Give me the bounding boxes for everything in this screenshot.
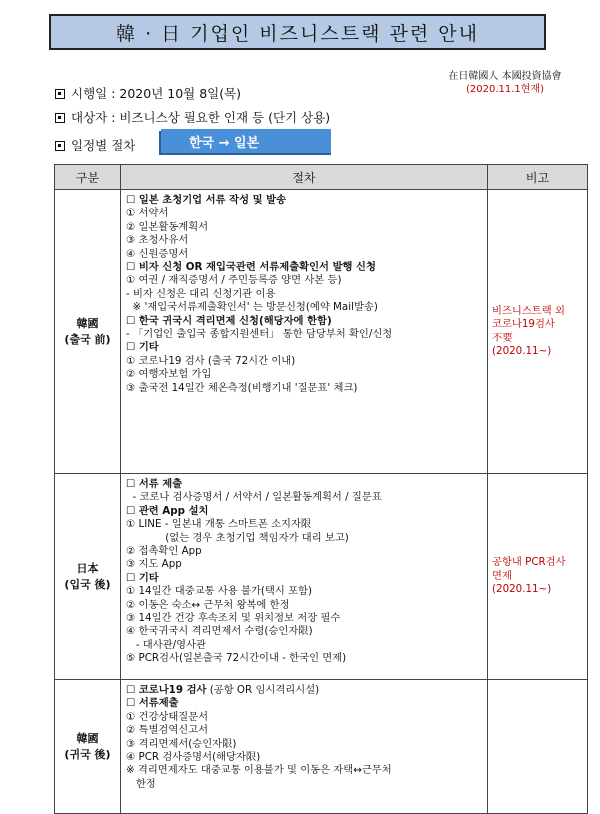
- row-category: [55, 474, 121, 680]
- procedure-item: ① 여권 / 재직증명서 / 주민등록증 양면 사본 등): [126, 274, 342, 287]
- procedure-item: ④ 신원증명서: [126, 247, 189, 260]
- organization-stamp: [430, 70, 580, 96]
- table-header-row: [55, 165, 588, 190]
- heading-text: ☐ 비자 신청 OR 재입국관련 서류제출확인서 발행 신청: [126, 261, 376, 274]
- note-line: 면제: [492, 569, 512, 582]
- procedure-heading: [126, 684, 484, 697]
- category-label: 韓國: [76, 316, 99, 330]
- procedure-table: [54, 164, 588, 814]
- procedure-item: 한정: [126, 777, 156, 790]
- procedure-item: - 대사관/영사관: [126, 638, 206, 651]
- heading-text: ☐ 한국 귀국시 격리면제 신청(해당자에 한함): [126, 314, 332, 327]
- table-row: [55, 474, 588, 680]
- bullet-square-icon: [55, 89, 65, 99]
- schedule-line: [55, 136, 135, 154]
- header-procedure: 절차: [121, 165, 488, 190]
- organization-name: 在日韓國人 本國投資協會: [448, 71, 562, 82]
- procedure-item: ③ 초청사유서: [126, 234, 189, 247]
- date-line: [55, 84, 241, 102]
- category-label: (출국 前): [64, 332, 111, 346]
- schedule-label: 일정별 절차: [71, 138, 136, 153]
- row-procedure: [121, 680, 488, 814]
- procedure-heading: [126, 505, 484, 518]
- date-label: 시행일 : 2020년 10월 8일(목): [71, 86, 242, 101]
- procedure-item: ② 특별검역신고서: [126, 724, 209, 737]
- note-line: 비즈니스트랙 외: [492, 304, 565, 317]
- procedure-item: ④ 한국귀국시 격리면제서 수령(승인자限): [126, 625, 313, 638]
- procedure-heading: [126, 261, 484, 274]
- bullet-square-icon: [55, 141, 65, 151]
- row-category: [55, 680, 121, 814]
- procedure-item: ② 여행자보험 가입: [126, 368, 212, 381]
- category-label: (입국 後): [64, 577, 111, 591]
- procedure-item: ① 코로나19 검사 (출국 72시간 이내): [126, 354, 296, 367]
- table-row: [55, 680, 588, 814]
- heading-text: ☐ 기타: [126, 341, 159, 354]
- procedure-item: ④ PCR 검사증명서(해당자限): [126, 751, 261, 764]
- category-label: (귀국 後): [64, 747, 111, 761]
- route-badge-label: 한국 → 일본: [189, 135, 260, 151]
- heading-text: ☐ 기타: [126, 571, 159, 584]
- procedure-item: ① 14일간 대중교통 사용 불가(택시 포함): [126, 585, 312, 598]
- procedure-item: ① LINE - 일본내 개통 스마트폰 소지자限: [126, 518, 312, 531]
- procedure-item: ③ 14일간 건강 후속조치 및 위치정보 저장 필수: [126, 612, 341, 625]
- heading-text: ☐ 관련 App 설치: [126, 504, 209, 517]
- procedure-heading: [126, 341, 484, 354]
- row-note: [488, 680, 588, 814]
- procedure-item: - 「기업인 출입국 종합지원센터」 통한 담당부처 확인/신청: [126, 328, 393, 341]
- note-line: (2020.11~): [492, 344, 552, 357]
- target-label: 대상자 : 비즈니스상 필요한 인재 등 (단기 상용): [71, 110, 331, 125]
- procedure-heading: [126, 194, 484, 207]
- procedure-item: ③ 지도 App: [126, 558, 182, 571]
- procedure-item: - 코로나 검사증명서 / 서약서 / 일본활동계획서 / 질문표: [126, 491, 382, 504]
- procedure-item: ※ '재입국서류제출확인서' 는 방문신청(예약 Mail발송): [126, 301, 378, 314]
- procedure-item: ③ 격리면제서(승인자限): [126, 737, 237, 750]
- bullet-square-icon: [55, 113, 65, 123]
- row-note: [488, 190, 588, 474]
- note-line: 코로나19검사: [492, 318, 555, 331]
- note-line: 공항내 PCR검사: [492, 556, 566, 569]
- procedure-item: ① 건강상태질문서: [126, 710, 209, 723]
- procedure-heading: [126, 697, 484, 710]
- header-category: 구분: [55, 165, 121, 190]
- heading-text: ☐ 코로나19 검사: [126, 684, 207, 696]
- procedure-heading: [126, 478, 484, 491]
- table-row: [55, 190, 588, 474]
- row-note: [488, 474, 588, 680]
- heading-text: ☐ 일본 초청기업 서류 작성 및 발송: [126, 194, 287, 206]
- procedure-heading: [126, 315, 484, 328]
- row-procedure: [121, 474, 488, 680]
- heading-note: (공항 OR 임시격리시설): [206, 684, 320, 696]
- organization-date: (2020.11.1현재): [465, 84, 545, 95]
- procedure-item: ① 서약서: [126, 207, 169, 220]
- note-line: 不要: [492, 331, 513, 344]
- row-category: [55, 190, 121, 474]
- procedure-item: - 비자 신청은 대리 신청기관 이용: [126, 287, 276, 300]
- category-label: 日本: [76, 561, 99, 575]
- procedure-item: ③ 출국전 14일간 체온측정(비행기내 '질문표' 체크): [126, 381, 358, 394]
- heading-text: ☐ 서류 제출: [126, 478, 183, 490]
- note-line: (2020.11~): [492, 583, 552, 596]
- procedure-item: ② 이동은 숙소↔ 근무처 왕복에 한정: [126, 598, 290, 611]
- category-label: 韓國: [76, 731, 99, 745]
- procedure-item: ※ 격리면제자도 대중교통 이용불가 및 이동은 자택↔근무처: [126, 764, 392, 777]
- procedure-item: ⑤ PCR검사(일본출국 72시간이내 - 한국인 면제): [126, 652, 347, 665]
- heading-text: ☐ 서류제출: [126, 697, 179, 710]
- page-title: 韓 · 日 기업인 비즈니스트랙 관련 안내: [49, 14, 546, 50]
- row-procedure: [121, 190, 488, 474]
- procedure-heading: [126, 572, 484, 585]
- target-line: [55, 108, 330, 126]
- procedure-item: (없는 경우 초청기업 책임자가 대리 보고): [126, 531, 349, 544]
- route-badge: [161, 129, 331, 153]
- header-note: 비고: [488, 165, 588, 190]
- procedure-item: ② 일본활동계획서: [126, 220, 209, 233]
- procedure-item: ② 접촉확인 App: [126, 545, 202, 558]
